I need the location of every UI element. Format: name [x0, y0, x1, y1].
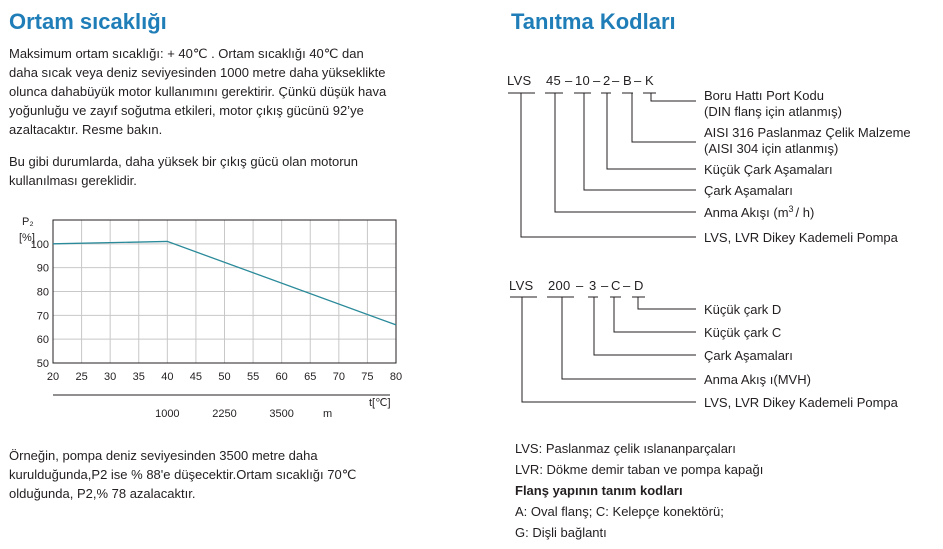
paragraph-line: kullanılması gereklidir. [9, 173, 137, 188]
x-tick-label: 45 [189, 371, 203, 383]
x-tick-label: 30 [104, 371, 117, 383]
x-axis-label: t[℃] [369, 397, 391, 409]
code-part-lvs: LVS [509, 278, 534, 293]
legend-lvs: LVS: Paslanmaz çelik ıslananparçaları [515, 441, 736, 456]
paragraph-line: olduğunda, P2,% 78 azalacaktır. [9, 486, 196, 501]
y-axis-label-unit: [%] [19, 232, 35, 244]
code-part-port: K [645, 73, 654, 88]
altitude-tick-label: 2250 [212, 408, 237, 420]
legend-flange-heading: Flanş yapının tanım kodları [515, 483, 683, 498]
paragraph-line: azaltacaktır. Resme bakın. [9, 122, 163, 137]
altitude-unit-label: m [323, 408, 333, 420]
code-separator: – [601, 278, 609, 293]
code-1-label-port-note: (DIN flanş için atlanmış) [704, 104, 842, 119]
code-part-impeller-d: D [634, 278, 644, 293]
code-1-label-material: AISI 316 Paslanmaz Çelik Malzeme [704, 125, 911, 140]
ambient-temperature-heading: Ortam sıcaklığı [9, 9, 167, 34]
code-1-label-pump-type: LVS, LVR Dikey Kademeli Pompa [704, 230, 898, 245]
code-1-label-flow: Anma Akışı $(m^3 / h)$ [704, 204, 815, 220]
type-code-2 [509, 278, 899, 410]
code-1-label-small-stages: Küçük Çark Aşamaları [704, 162, 833, 177]
code-part-impeller-c: C [611, 278, 621, 293]
code-1-label-stages: Çark Aşamaları [704, 183, 793, 198]
legend-flange-a-c: A: Oval flanş; C: Kelepçe konektörü; [515, 504, 724, 519]
code-1-leader-lines [508, 93, 696, 237]
code-legend [515, 438, 763, 543]
altitude-tick-label: 3500 [269, 408, 294, 420]
x-tick-label: 60 [275, 371, 288, 383]
x-tick-label: 70 [332, 371, 345, 383]
code-part-flow: 45 [546, 73, 562, 88]
code-2-leader-lines [510, 297, 696, 402]
y-tick-label: 60 [36, 334, 49, 347]
paragraph-line: yoğunluğu ve zayıf soğutma etkileri, motor çıkış gücünü 92’ye [9, 103, 364, 118]
code-part-flow: 200 [548, 278, 571, 293]
legend-flange-g: G: Dişli bağlantı [515, 525, 607, 540]
x-tick-label: 50 [218, 371, 231, 383]
type-code-1 [507, 73, 911, 245]
code-separator: – [565, 73, 573, 88]
x-tick-label: 75 [361, 371, 374, 383]
code-2-label-stages: Çark Aşamaları [704, 348, 793, 363]
x-tick-label: 25 [75, 371, 88, 383]
code-1-label-material-note: (AISI 304 için atlanmış) [704, 141, 839, 156]
paragraph-line: Örneğin, pompa deniz seviyesinden 3500 metre daha [9, 448, 318, 463]
legend-lvr: LVR: Dökme demir taban ve pompa kapağı [515, 462, 764, 477]
code-part-small-stages: 2 [603, 73, 611, 88]
identification-codes-heading: Tanıtma Kodları [511, 9, 676, 34]
code-part-stages: 3 [589, 278, 597, 293]
paragraph-line: daha sıcak veya deniz seviyesinden 1000 metre daha yükseklikte [9, 65, 386, 80]
code-part-lvs: LVS [507, 73, 532, 88]
y-tick-label: 100 [30, 238, 49, 251]
y-tick-label: 90 [36, 262, 49, 275]
code-2-label-impeller-c: Küçük çark C [704, 325, 782, 340]
x-tick-label: 40 [161, 371, 174, 383]
y-tick-label: 70 [36, 310, 49, 323]
y-tick-label: 50 [36, 358, 49, 370]
paragraph-line: Bu gibi durumlarda, daha yüksek bir çıkış gücü olan motorun [9, 154, 359, 169]
x-tick-label: 80 [389, 371, 403, 383]
code-separator: – [612, 73, 620, 88]
y-axis-label-p2: P₂ [22, 216, 34, 228]
code-separator: – [623, 278, 631, 293]
code-separator: – [634, 73, 642, 88]
code-2-label-impeller-d: Küçük çark D [704, 302, 782, 317]
code-2-label-pump-type: LVS, LVR Dikey Kademeli Pompa [704, 395, 898, 410]
code-part-stages: 10 [575, 73, 591, 88]
code-part-material: B [623, 73, 632, 88]
paragraph-line: olunca dahabüyük motor kullanımını gerektirir. Çünkü düşük hava [9, 84, 387, 99]
x-tick-label: 35 [132, 371, 145, 383]
altitude-tick-label: 1000 [155, 408, 180, 420]
x-tick-label: 65 [304, 371, 317, 383]
paragraph-line: Maksimum ortam sıcaklığı: + 40℃ . Ortam sıcaklığı 40℃ dan [9, 46, 364, 61]
y-tick-label: 80 [36, 286, 49, 299]
x-tick-label: 55 [246, 371, 260, 383]
paragraph-line: kurulduğunda,P2 ise % 88'e düşecektir.Ortam sıcaklığı 70℃ [9, 467, 357, 482]
x-tick-label: 20 [46, 371, 60, 383]
code-separator: – [576, 278, 584, 293]
code-separator: – [593, 73, 601, 88]
code-1-label-port-code: Boru Hattı Port Kodu [704, 88, 824, 103]
code-2-label-flow: Anma Akış ı(MVH) [704, 372, 811, 387]
